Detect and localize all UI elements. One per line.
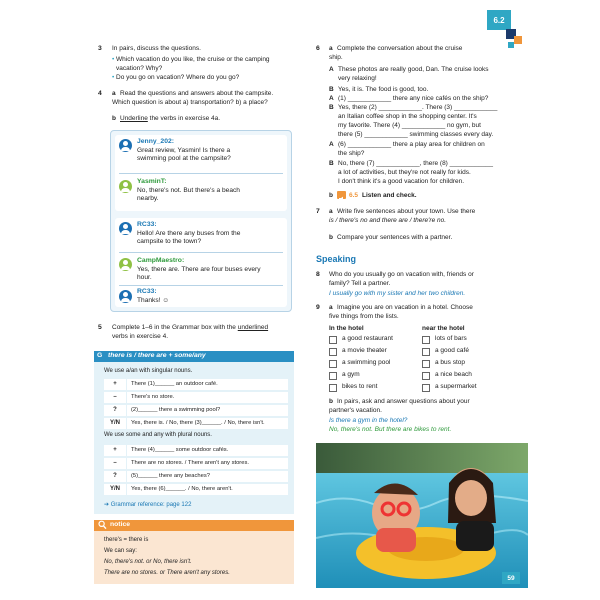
- q8-text-1: Who do you usually go on vacation with, friends or: [329, 271, 474, 278]
- chat-msg-1a: Great review, Yasmin! Is there a: [137, 147, 231, 154]
- list-item: a bus stop: [435, 359, 465, 366]
- q4a-text-1: Read the questions and answers about the campsite.: [120, 90, 274, 97]
- q8-number: 8: [316, 271, 320, 278]
- q9a-label: a: [329, 304, 333, 311]
- q4a-text-2: Which question is about a) transportation? b) a place?: [112, 99, 268, 106]
- q4a-label: a: [112, 90, 116, 97]
- list-title-in-hotel: In the hotel: [329, 325, 364, 332]
- user-avatar-icon: [119, 139, 132, 152]
- q7b-text: Compare your sentences with a partner.: [337, 234, 453, 241]
- chat-card-2: [115, 218, 287, 307]
- chat-box: [110, 130, 292, 312]
- section-heading: Speaking: [316, 254, 357, 264]
- q3-bullet-1: • Which vacation do you like, the cruise or the camping vacation? Why?: [112, 56, 270, 72]
- grammar-row: – There's no store.: [104, 391, 288, 403]
- q9a-text-1: Imagine you are on vacation in a hotel. Choose: [337, 304, 473, 311]
- q6b-text: Listen and check.: [362, 192, 417, 199]
- list-item: a swimming pool: [342, 359, 391, 366]
- q4b-label: b: [112, 115, 116, 122]
- q9b-text-1: In pairs, ask and answer questions about your: [337, 398, 470, 405]
- q3-instruction: In pairs, discuss the questions.: [112, 45, 201, 52]
- pool-photo: [316, 443, 528, 588]
- notice-header: [94, 520, 294, 531]
- checkbox[interactable]: [329, 372, 337, 380]
- notice-title: notice: [110, 521, 131, 528]
- notice-line-1: there's = there is: [104, 537, 149, 543]
- decor-square-teal: [508, 42, 514, 48]
- grammar-row: + There (1)______ an outdoor café.: [104, 378, 288, 390]
- user-avatar-icon: [119, 290, 132, 303]
- q8-example: I usually go with my sister and her two children.: [329, 290, 466, 297]
- audio-track-number: 6.5: [349, 192, 359, 199]
- list-item: a good restaurant: [342, 335, 393, 342]
- chat-msg-3b: campsite to the town?: [137, 238, 202, 245]
- checkbox[interactable]: [329, 336, 337, 344]
- chat-msg-1b: swimming pool at the campsite?: [137, 155, 231, 162]
- checkbox[interactable]: [422, 348, 430, 356]
- list-item: a nice beach: [435, 371, 472, 378]
- q3-number: 3: [98, 45, 102, 52]
- checkbox[interactable]: [422, 372, 430, 380]
- q9-number: 9: [316, 304, 320, 311]
- q6-number: 6: [316, 45, 320, 52]
- unit-tag: 6.2: [487, 10, 511, 30]
- list-item: bikes to rent: [342, 383, 378, 390]
- chat-name-1: Jenny_202:: [137, 138, 175, 145]
- notice-line-3: No, there's not. or No, there isn't.: [104, 559, 192, 565]
- q4-number: 4: [98, 90, 102, 97]
- grammar-title: there is / there are + some/any: [108, 352, 206, 359]
- checkbox[interactable]: [329, 348, 337, 356]
- grammar-intro-singular: We use a/an with singular nouns.: [104, 368, 193, 374]
- grammar-header: [94, 351, 294, 362]
- checkbox[interactable]: [329, 384, 337, 392]
- q6a-label: a: [329, 45, 333, 52]
- chat-msg-3a: Hello! Are there any buses from the: [137, 230, 241, 237]
- q9a-text-2: five things from the lists.: [329, 313, 399, 320]
- user-avatar-icon: [119, 258, 132, 271]
- magnifier-icon: [98, 520, 107, 532]
- chat-msg-5a: Thanks! ☺: [137, 297, 170, 304]
- q7-number: 7: [316, 208, 320, 215]
- chat-name-5: RC33:: [137, 288, 157, 295]
- chat-msg-4b: hour.: [137, 274, 152, 281]
- chat-divider: [119, 285, 283, 286]
- grammar-reference-link[interactable]: ➔ Grammar reference: page 122: [104, 502, 192, 508]
- q6a-text-1: Complete the conversation about the cruise: [337, 45, 463, 52]
- user-avatar-icon: [119, 180, 132, 193]
- chat-divider: [119, 173, 283, 174]
- q7a-text-2: is / there's no and there are / there're no.: [329, 217, 447, 224]
- q9b-label: b: [329, 398, 333, 405]
- checkbox[interactable]: [422, 336, 430, 344]
- grammar-row: ? (2)______ there a swimming pool?: [104, 404, 288, 416]
- decor-square-orange: [514, 36, 522, 44]
- grammar-intro-plural: We use some and any with plural nouns.: [104, 432, 212, 438]
- checkbox[interactable]: [422, 384, 430, 392]
- grammar-row: – There are no stores. / There aren't any stores.: [104, 457, 288, 469]
- grammar-row: + There (4)______ some outdoor cafés.: [104, 444, 288, 456]
- grammar-row: ? (5)______ there any beaches?: [104, 470, 288, 482]
- q4b-text: Underline the verbs in exercise 4a.: [120, 115, 221, 122]
- checkbox[interactable]: [329, 360, 337, 368]
- list-item: a good café: [435, 347, 469, 354]
- chat-msg-2a: No, there's not. But there's a beach: [137, 187, 240, 194]
- checkbox[interactable]: [422, 360, 430, 368]
- q7a-label: a: [329, 208, 333, 215]
- chat-name-2: YasminT:: [137, 178, 167, 185]
- list-item: lots of bars: [435, 335, 467, 342]
- user-avatar-icon: [119, 222, 132, 235]
- chat-msg-4a: Yes, there are. There are four buses every: [137, 266, 261, 273]
- q6b-label: b: [329, 192, 333, 199]
- q7b-label: b: [329, 234, 333, 241]
- list-item: a movie theater: [342, 347, 387, 354]
- q8-text-2: family? Tell a partner.: [329, 280, 391, 287]
- list-title-near-hotel: near the hotel: [422, 325, 465, 332]
- chat-name-3: RC33:: [137, 221, 157, 228]
- q9-example-question: Is there a gym in the hotel?: [329, 417, 408, 424]
- chat-name-4: CampMaestro:: [137, 257, 185, 264]
- page-number: 59: [502, 572, 520, 584]
- q9b-text-2: partner's vacation.: [329, 407, 382, 414]
- q9-example-answer: No, there's not. But there are bikes to rent.: [329, 426, 452, 433]
- q6a-text-2: ship.: [329, 54, 343, 61]
- grammar-row: Y/N Yes, there is. / No, there (3)______. / No, there isn't.: [104, 417, 288, 429]
- q5-number: 5: [98, 324, 102, 331]
- q7a-text-1: Write five sentences about your town. Use there: [337, 208, 476, 215]
- list-item: a gym: [342, 371, 360, 378]
- q3-bullet-2: • Do you go on vacation? Where do you go?: [112, 74, 240, 81]
- list-item: a supermarket: [435, 383, 477, 390]
- q5-text: Complete 1–6 in the Grammar box with the underlined verbs in exercise 4.: [112, 324, 269, 340]
- grammar-badge: G: [97, 352, 103, 359]
- notice-line-4: There are no stores. or There aren't any stores.: [104, 570, 230, 576]
- chat-card-1: [115, 135, 287, 211]
- grammar-row: Y/N Yes, there (6)______. / No, there aren't.: [104, 483, 288, 495]
- chat-divider: [119, 252, 283, 253]
- chat-msg-2b: nearby.: [137, 195, 159, 202]
- audio-track-icon[interactable]: [337, 191, 346, 199]
- notice-line-2: We can say:: [104, 548, 137, 554]
